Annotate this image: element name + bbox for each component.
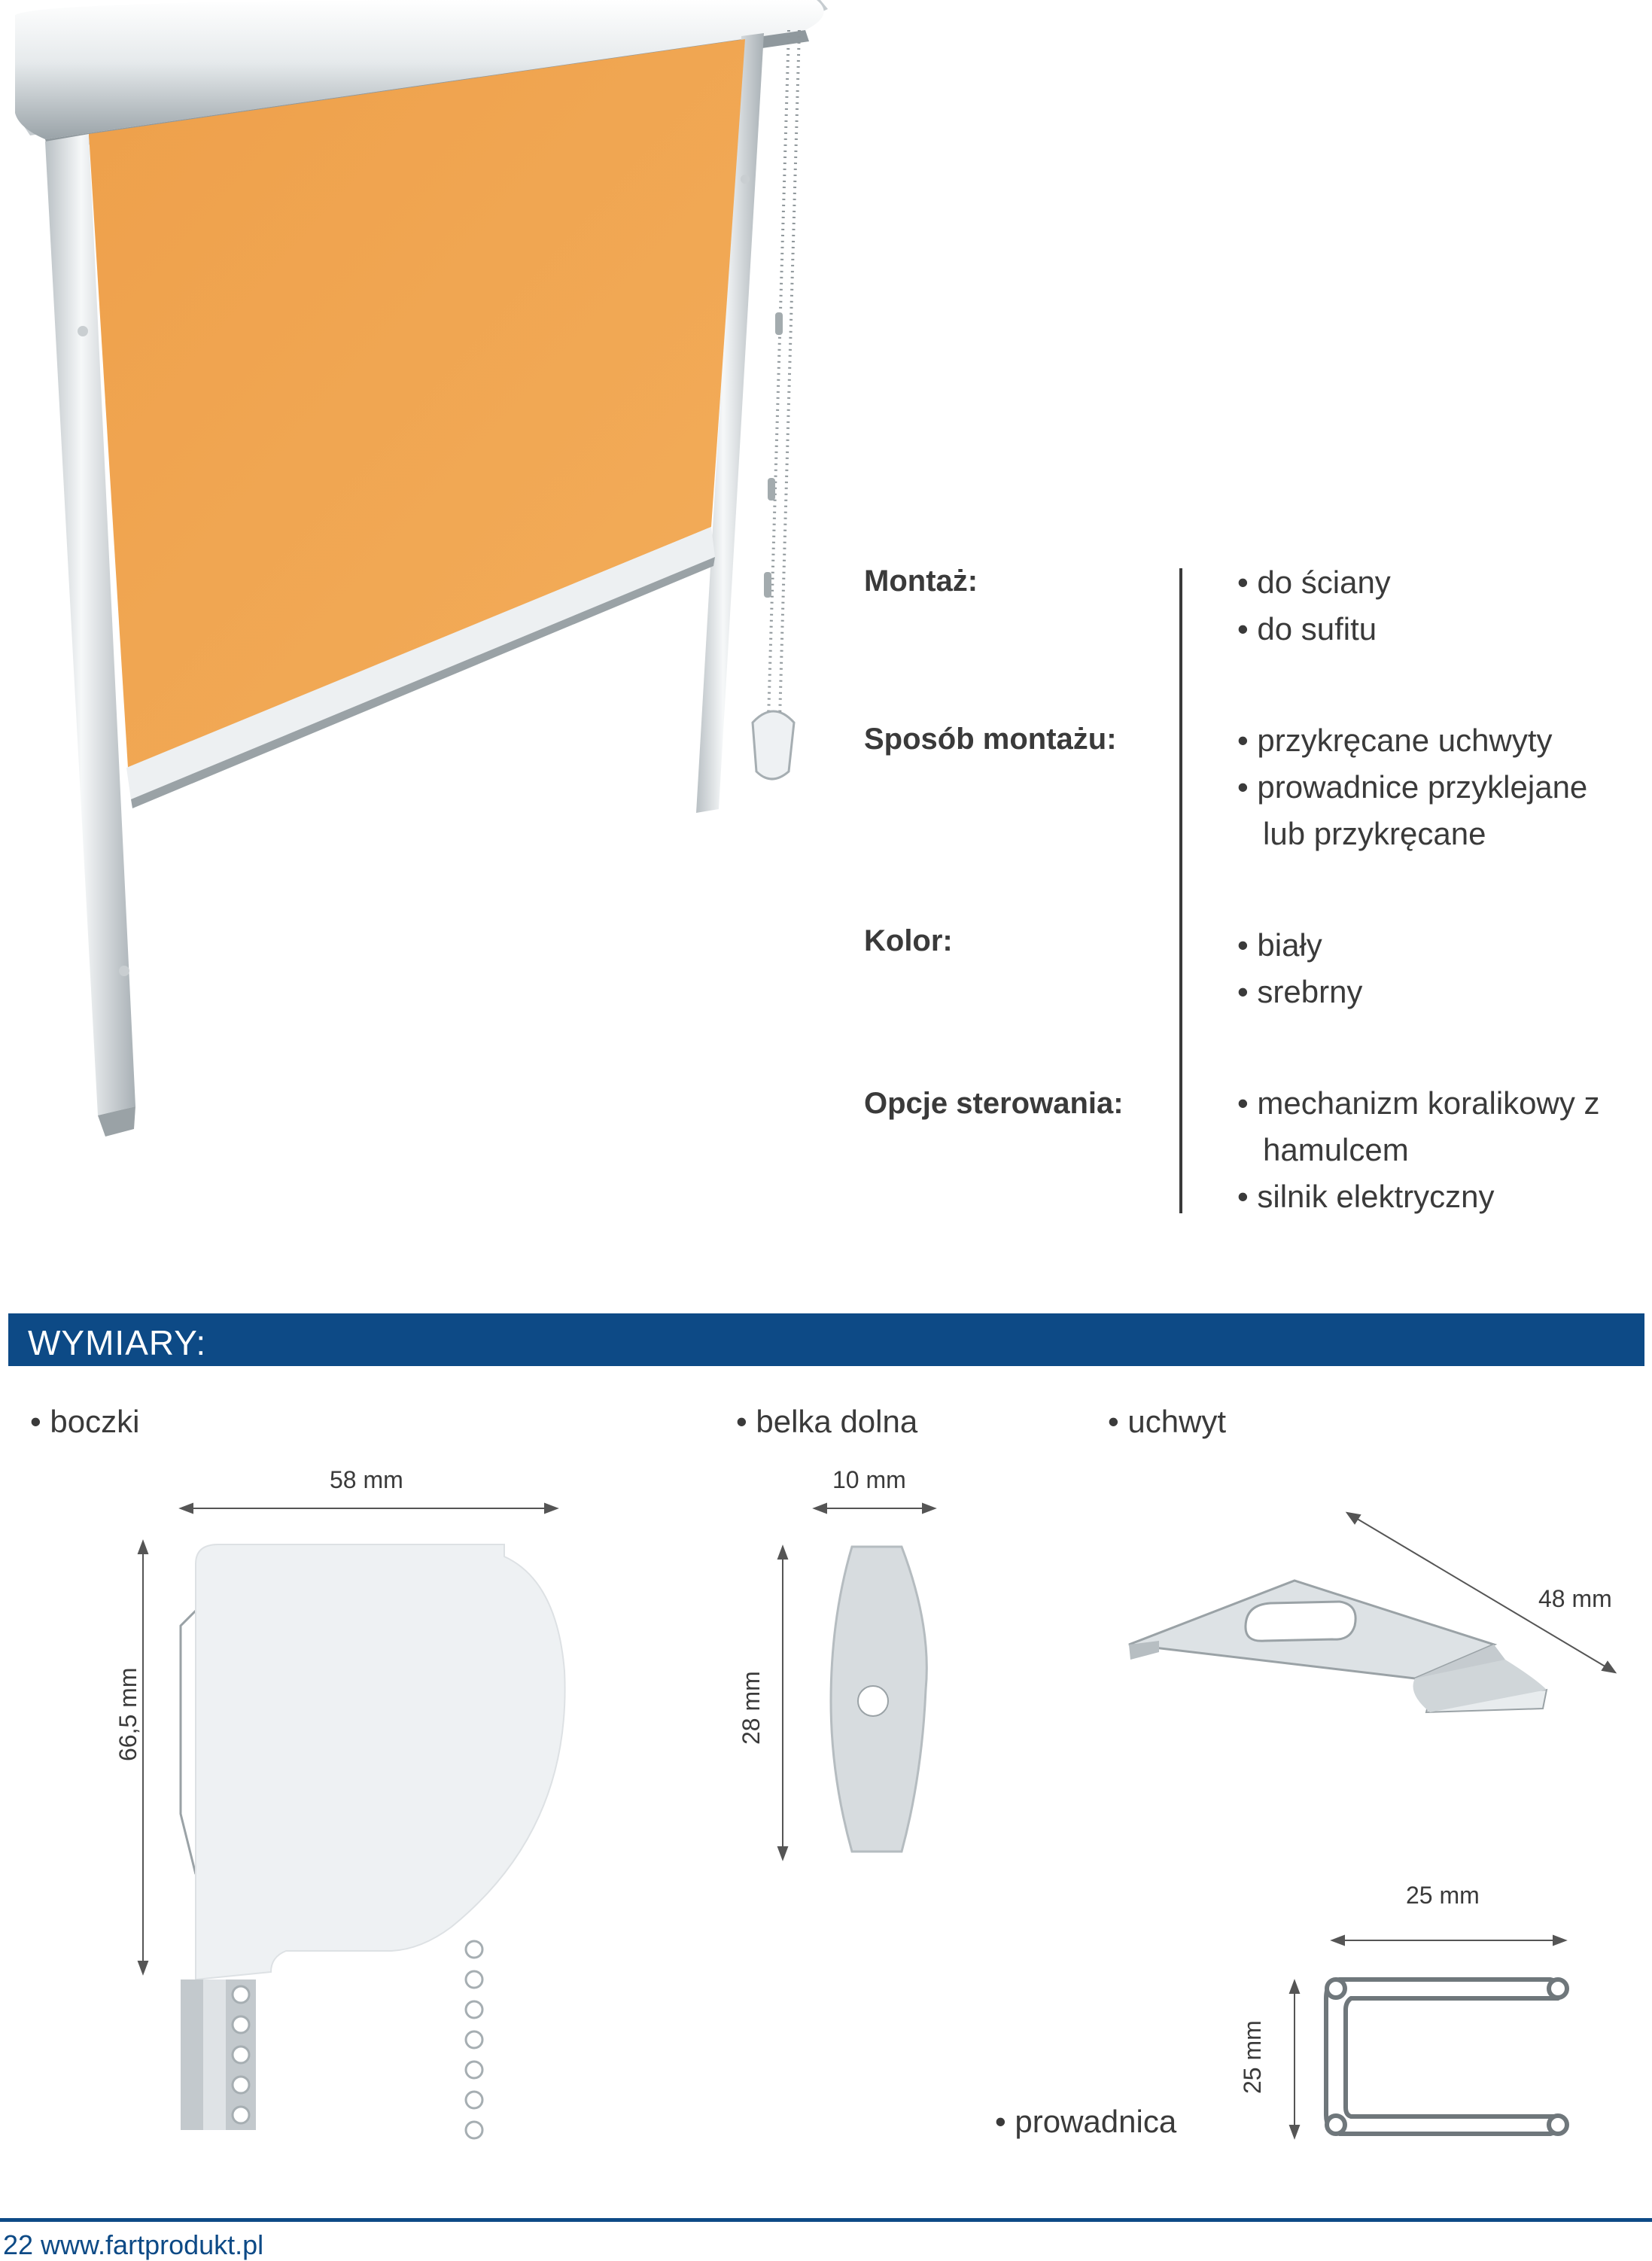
boczki-width-label: 58 mm — [330, 1466, 403, 1493]
prowadnica-height-label: 25 mm — [1239, 2020, 1266, 2094]
spec-label-montaz: Montaż: — [864, 564, 978, 598]
section-banner — [8, 1313, 1644, 1366]
spec-values-opcje-sterowania — [1237, 1080, 1600, 1220]
belka-dolna-drawing — [768, 1490, 978, 1867]
section-label-prowadnica: • prowadnica — [995, 2104, 1177, 2139]
spec-value: • do sufitu — [1237, 611, 1377, 647]
spec-label-opcje-sterowania: Opcje sterowania: — [864, 1087, 1124, 1120]
spec-value: • silnik elektryczny — [1237, 1179, 1495, 1214]
uchwyt-drawing — [1114, 1505, 1626, 1791]
prowadnica-drawing — [1279, 1927, 1596, 2153]
prowadnica-width-label: 25 mm — [1406, 1882, 1480, 1909]
roller-blind-illustration — [0, 0, 843, 1144]
spec-values-sposob-montazu — [1237, 717, 1587, 857]
uchwyt-length-label: 48 mm — [1538, 1585, 1612, 1612]
belka-width-label: 10 mm — [832, 1466, 906, 1493]
spec-divider — [1179, 568, 1182, 1213]
spec-value: • prowadnice przyklejane — [1237, 769, 1588, 805]
spec-value: • biały — [1237, 927, 1322, 963]
spec-value: hamulcem — [1263, 1132, 1409, 1167]
footer-rule — [0, 2218, 1652, 2222]
spec-value: • mechanizm koralikowy z — [1237, 1085, 1600, 1121]
spec-values-montaz — [1237, 559, 1391, 653]
spec-label-kolor: Kolor: — [864, 924, 953, 957]
belka-height-label: 28 mm — [738, 1671, 765, 1745]
spec-label-sposob-montazu: Sposób montażu: — [864, 723, 1117, 756]
section-label-belka-dolna: • belka dolna — [736, 1404, 918, 1439]
spec-values-kolor — [1237, 922, 1362, 1015]
banner-title: WYMIARY: — [28, 1323, 207, 1362]
boczki-drawing — [90, 1498, 587, 2138]
section-label-uchwyt: • uchwyt — [1108, 1404, 1227, 1439]
section-label-boczki: • boczki — [30, 1404, 140, 1439]
spec-value: • przykręcane uchwyty — [1237, 723, 1553, 758]
boczki-height-label: 66,5 mm — [114, 1667, 141, 1761]
spec-value: • srebrny — [1237, 974, 1363, 1009]
footer-page-url[interactable]: 22 www.fartprodukt.pl — [3, 2229, 264, 2260]
spec-value: lub przykręcane — [1263, 816, 1486, 851]
spec-value: • do ściany — [1237, 564, 1391, 600]
